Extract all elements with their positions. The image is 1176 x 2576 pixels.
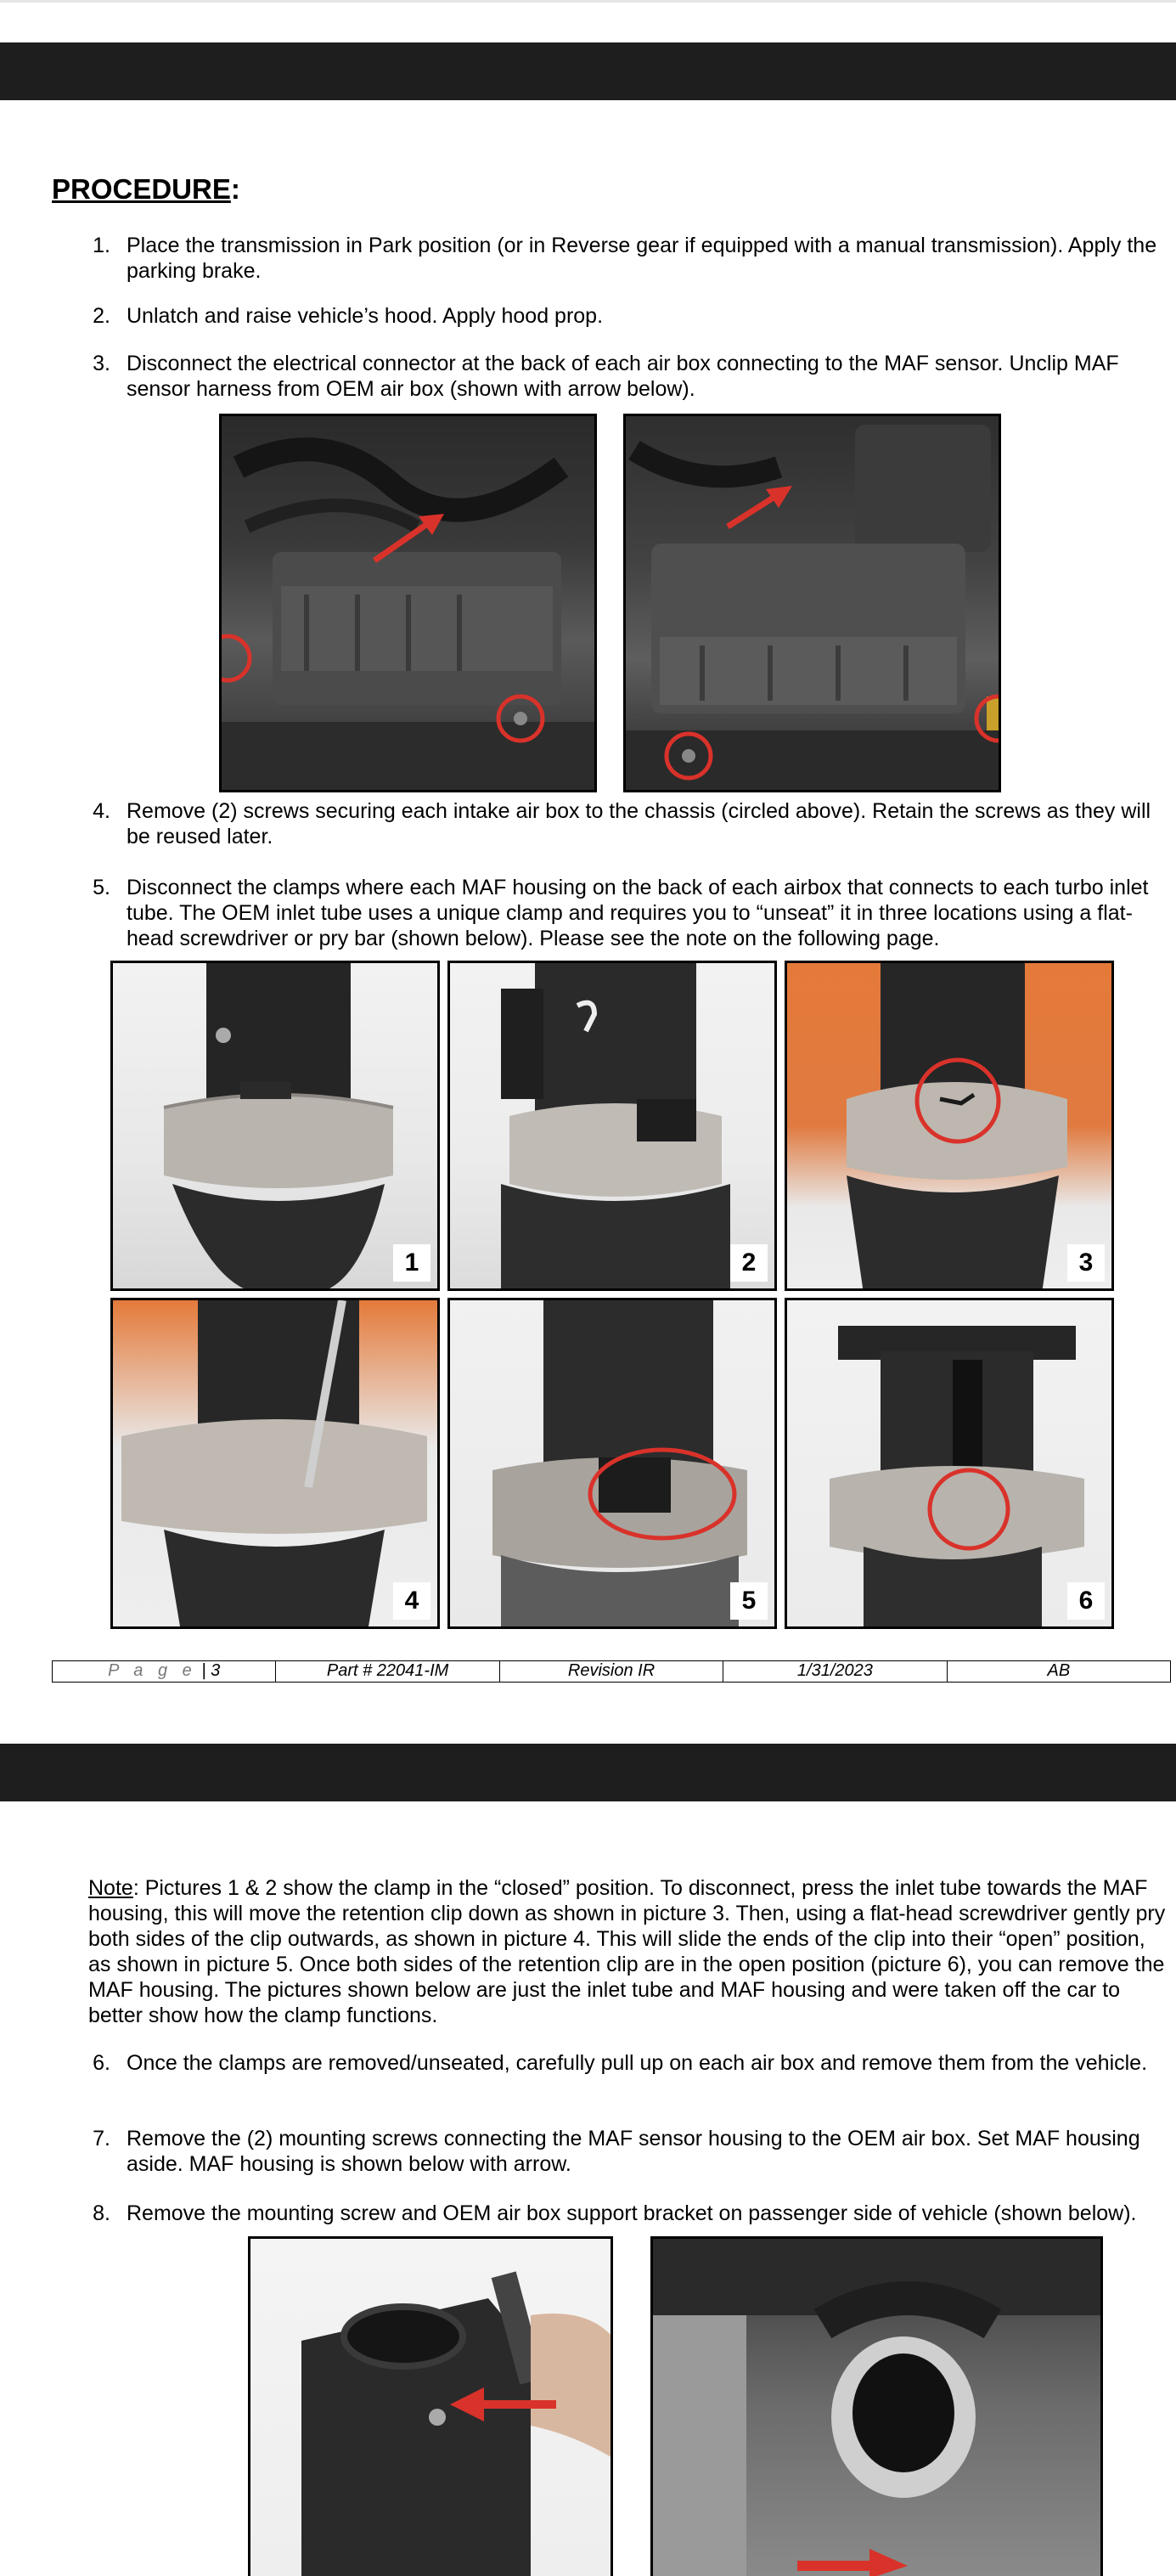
footer-revision: Revision IR [500, 1661, 723, 1682]
footer-initials: AB [1047, 1661, 1071, 1680]
photo-number-badge: 6 [1067, 1582, 1105, 1620]
clamp-photo-4 [110, 1298, 440, 1629]
photo-number-badge: 1 [393, 1244, 430, 1282]
footer-date: 1/31/2023 [723, 1661, 947, 1682]
maf-housing-photo [248, 2236, 613, 2576]
photo-number-badge: 5 [730, 1582, 768, 1620]
clamp-photo-2 [447, 961, 777, 1291]
footer-page: P a g e | 3 [53, 1661, 276, 1682]
page-footer [52, 1660, 1171, 1683]
clamp-photo-3 [785, 961, 1114, 1291]
clamp-photo-1 [110, 961, 440, 1291]
photo-number-badge: 3 [1067, 1244, 1105, 1282]
page-header-bar [0, 42, 1176, 100]
photo-number-badge: 2 [730, 1244, 768, 1282]
support-bracket-photo [650, 2236, 1103, 2576]
airbox-driver-photo [219, 414, 597, 792]
footer-part-number: Part # 22041-IM [276, 1661, 499, 1682]
photo-number-badge: 4 [393, 1582, 430, 1620]
airbox-passenger-photo [623, 414, 1001, 792]
page-header-bar-2 [0, 1744, 1176, 1801]
clamp-photo-5 [447, 1298, 777, 1629]
page-top-edge [0, 0, 1176, 3]
procedure-heading: PROCEDURE: [52, 173, 240, 205]
clamp-note: Note: Pictures 1 & 2 show the clamp in the “closed” position. To disconnect, press the inlet tube towards the MAF housing, this will move the retention clip down as shown in picture 3. Then, using a flat-head screwdriver gently pry both sides of the clip outwards, as shown in picture 4. This will slide the ends of the clip into their “open” position, as shown in picture 5. Once both sides of the retention clip are in the open position (picture 6), you can remove the MAF housing. The pictures shown below are just the inlet tube and MAF housing and were taken off the car to better show how the clamp functions. [88, 1876, 1166, 2027]
clamp-photo-6 [785, 1298, 1114, 1629]
